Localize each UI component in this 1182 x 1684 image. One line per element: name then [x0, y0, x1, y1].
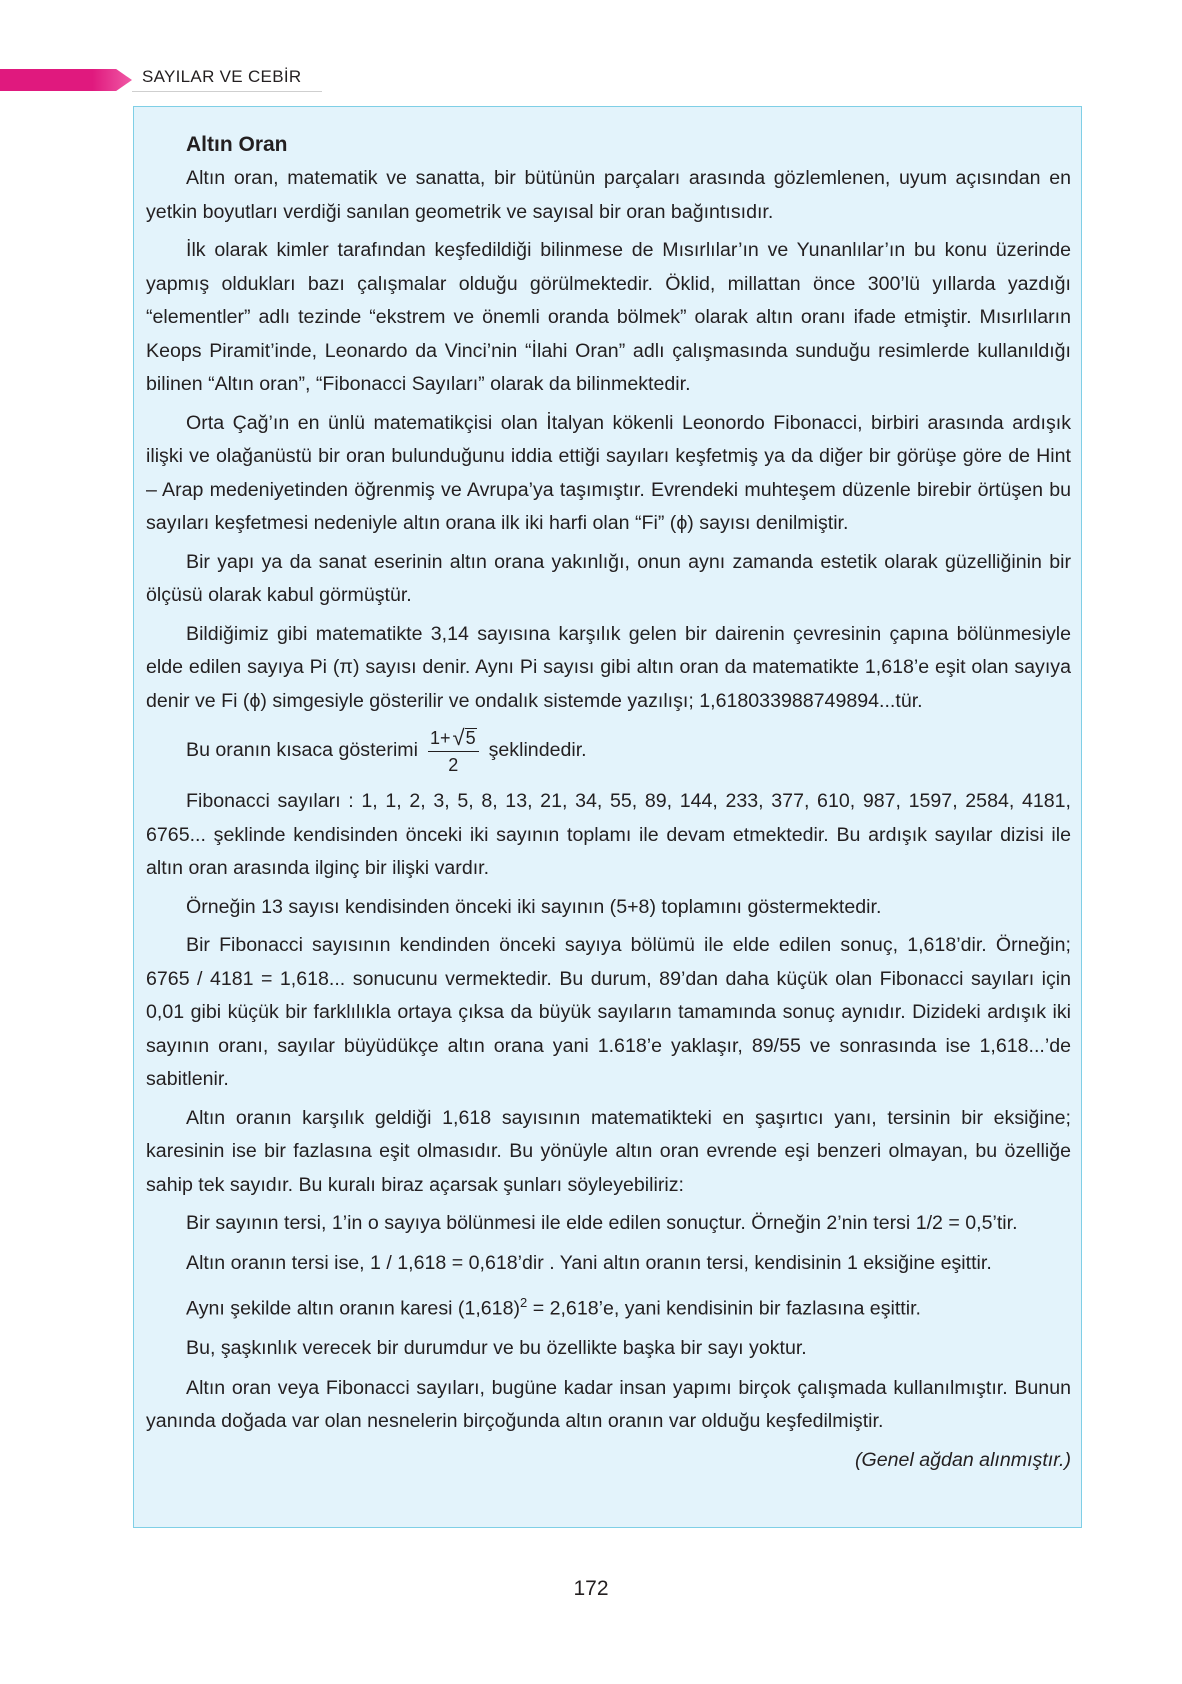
numerator-lead: 1+ — [429, 727, 451, 748]
paragraph-fibonacci-sequence: Fibonacci sayıları : 1, 1, 2, 3, 5, 8, 13, 21, 34, 55, 89, 144, 233, 377, 610, 987, 1597, 2584, 4181, 6765... şeklinde kendisinden önceki iki sayının toplamı ile devam etmektedir. Bu ardışık sayılar dizisi ile altın oran arasında ilginç bir ilişki vardır. — [146, 790, 1071, 879]
radicand: 5 — [465, 728, 476, 748]
formula-row — [146, 723, 1071, 779]
golden-ratio-fraction — [428, 724, 479, 776]
square-text-b: = 2,618’e, yani kendisinin bir fazlasına eşittir. — [527, 1297, 921, 1320]
square-exponent: 2 — [520, 1295, 528, 1310]
formula-prefix: Bu oranın kısaca gösterimi — [186, 739, 418, 762]
paragraph-history: İlk olarak kimler tarafından keşfedildiği bilinmese de Mısırlılar’ın ve Yunanlılar’ın bu konu üzerinde yapmış oldukları bazı çalışmalar olduğu görülmektedir. Öklid, millattan önce 300’lü yıllarda yazdığı “elementler” adlı tezinde “ekstrem ve önemli oranda bölmek” olarak altın oranı ifade etmiştir. Mısırlıların Keops Piramit’inde, Leonardo da Vinci’nin “İlahi Oran” adlı çalışmasında sunduğu resimlerde kullanıldığı bilinen “Altın oran”, “Fibonacci Sayıları” olarak da bilinmektedir. — [146, 239, 1071, 395]
paragraph-usage: Altın oran veya Fibonacci sayıları, bugüne kadar insan yapımı birçok çalışmada kullanılmıştır. Bunun yanında doğada var olan nesnelerin birçoğunda altın oranın var olduğu keşfedilmiştir. — [146, 1376, 1071, 1433]
header-accent-bar — [0, 69, 132, 91]
page-number: 172 — [573, 1577, 609, 1600]
box-title: Altın Oran — [186, 133, 288, 156]
fraction-denominator: 2 — [448, 754, 459, 775]
fraction-numerator — [428, 724, 479, 752]
paragraph-pi-phi: Bildiğimiz gibi matematikte 3,14 sayısına karşılık gelen bir dairenin çevresinin çapına bölünmesiyle elde edilen sayıya Pi (π) sayısı denir. Aynı Pi sayısı gibi altın oran da matematikte 1,618’e eşit olan sayıya denir ve Fi (ϕ) simgesiyle gösterilir ve ondalık sistemde yazılışı; 1,618033988749894...tür. — [146, 622, 1071, 712]
line-golden-square — [146, 1286, 1071, 1326]
paragraph-example-13: Örneğin 13 sayısı kendisinden önceki iki sayının (5+8) toplamını göstermektedir. — [186, 895, 882, 918]
paragraph-properties: Altın oranın karşılık geldiği 1,618 sayısının matematikteki en şaşırtıcı yanı, tersinin bir eksiğine; karesinin ise bir fazlasına eşit olmasıdır. Bu yönüyle altın oran evrende eşi benzeri olmayan, bu özelliğe sahip tek sayıdır. Bu kuralı biraz açarsak şunları söyleyebiliriz: — [146, 1106, 1071, 1196]
paragraph-fibonacci-origin: Orta Çağ’ın en ünlü matematikçisi olan İtalyan kökenli Leonordo Fibonacci, birbiri arasında ardışık ilişki ve olağanüstü bir oran bulunduğunu iddia ettiği sayıları keşfetmiş ya da diğer bir görüşe göre de Hint – Arap medeniyetinden öğrenmiş ve Avrupa’ya taşımıştır. Evrendeki muhteşem düzenle birebir örtüşen bu sayıları keşfetmesi nedeniyle altın orana ilk iki harfi olan “Fi” (ϕ) sayısı denilmiştir. — [146, 411, 1071, 534]
paragraph-definition: Altın oran, matematik ve sanatta, bir bütünün parçaları arasında gözlemlenen, uyum açısından en yetkin boyutları verdiği sanılan geometrik ve sayısal bir oran bağıntısıdır. — [146, 167, 1071, 223]
source-citation: (Genel ağdan alınmıştır.) — [855, 1448, 1071, 1471]
paragraph-aesthetics: Bir yapı ya da sanat eserinin altın orana yakınlığı, onun aynı zamanda estetik olarak güzelliğinin bir ölçüsü olarak kabul görmüştür. — [146, 550, 1071, 606]
paragraph-ratio-convergence: Bir Fibonacci sayısının kendinden önceki sayıya bölümü ile elde edilen sonuç, 1,618’dir. Örneğin; 6765 / 4181 = 1,618... sonucunu vermektedir. Bu durum, 89’dan daha küçük olan Fibonacci sayıları için 0,01 gibi küçük bir farklılıkla ortaya çıksa da büyük sayıların tamamında sonuç aynıdır. Dizideki ardışık iki sayının oranı, sayılar büyüdükçe altın orana yani 1.618’e yaklaşır, 89/55 ve sonrasında ise 1,618...’de sabitlenir. — [146, 934, 1071, 1090]
info-box-content — [146, 128, 1071, 1477]
header-underline — [132, 91, 322, 92]
line-uniqueness: Bu, şaşkınlık verecek bir durumdur ve bu özellikte başka bir sayı yoktur. — [186, 1337, 807, 1360]
sqrt-symbol: √ — [452, 724, 465, 750]
line-reciprocal: Bir sayının tersi, 1’in o sayıya bölünmesi ile elde edilen sonuçtur. Örneğin 2’nin tersi 1/2 = 0,5’tir. — [186, 1212, 1018, 1234]
section-title: SAYILAR VE CEBİR — [142, 67, 302, 86]
formula-suffix: şeklindedir. — [488, 739, 587, 762]
square-text-a: Aynı şekilde altın oranın karesi (1,618) — [186, 1297, 521, 1320]
line-golden-reciprocal: Altın oranın tersi ise, 1 / 1,618 = 0,618’dir . Yani altın oranın tersi, kendisinin 1 eksiğine eşittir. — [186, 1251, 992, 1274]
